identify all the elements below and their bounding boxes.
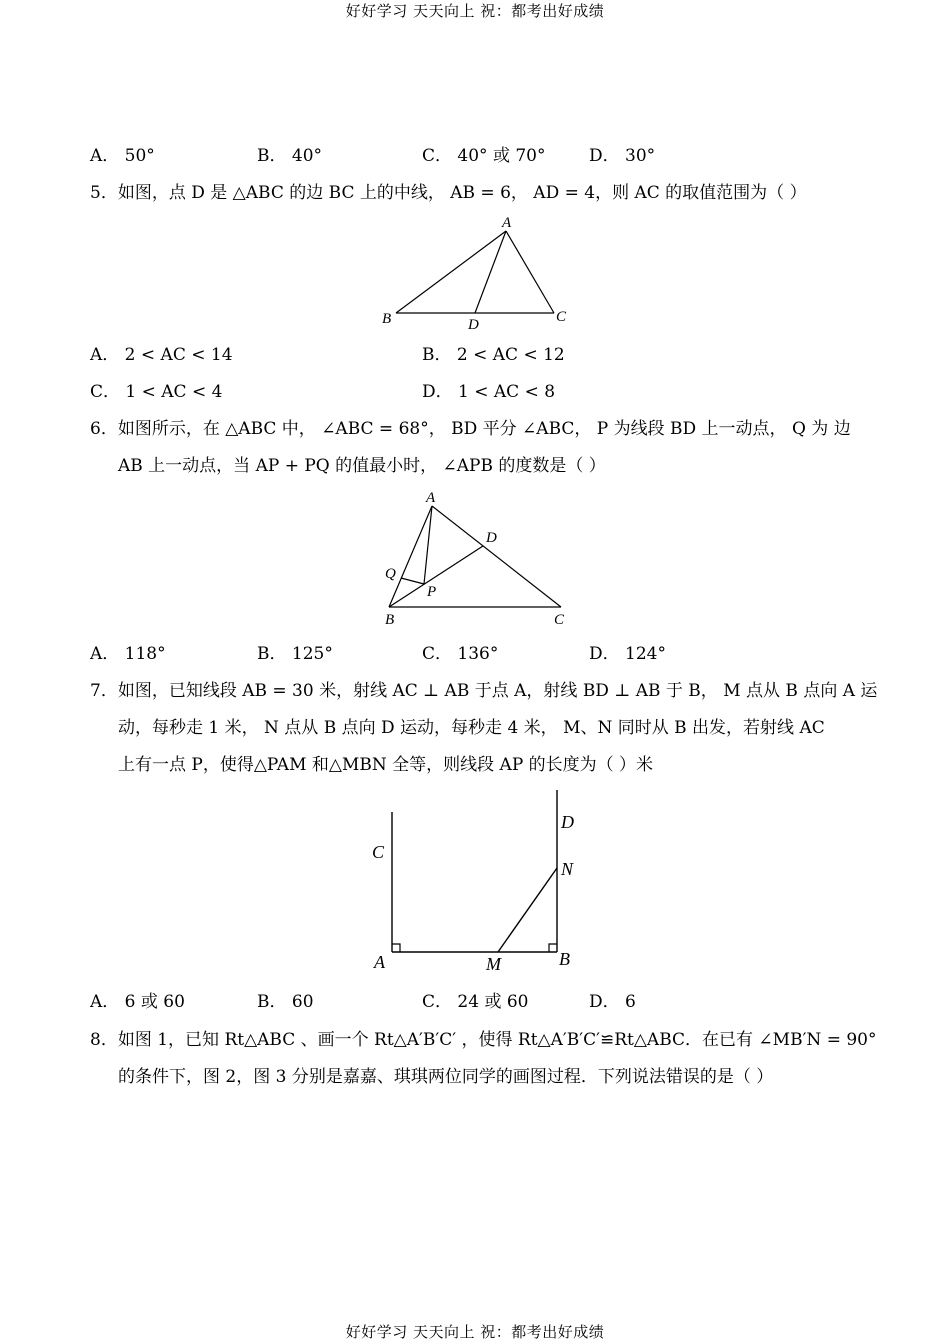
q5-label-b: B: [382, 311, 392, 327]
q7-label-a: A: [374, 952, 385, 972]
q6-label-b: B: [385, 612, 395, 628]
q7-option-b: B． 60: [257, 992, 314, 1012]
q5-option-d: D． 1 < AC < 8: [422, 382, 556, 402]
q6-stem-line2: AB 上一动点，当 AP + PQ 的值最小时， ∠APB 的度数是（ ）: [118, 456, 606, 476]
q5-figure: [370, 210, 590, 335]
q5-option-c: C． 1 < AC < 4: [90, 382, 223, 402]
q8-stem-line2: 的条件下，图 2，图 3 分别是嘉嘉、琪琪两位同学的画图过程．下列说法错误的是（ ）: [118, 1067, 774, 1087]
q7-option-d: D． 6: [589, 992, 636, 1012]
q5-label-c: C: [556, 309, 567, 325]
q7-figure: [360, 785, 600, 980]
q6-label-q: Q: [385, 566, 396, 582]
q7-label-b: B: [559, 949, 570, 969]
q6-option-a: A． 118°: [90, 644, 166, 664]
q4-option-c: C． 40° 或 70°: [422, 146, 546, 166]
q5-stem: 5．如图，点 D 是 △ABC 的边 BC 上的中线， AB = 6， AD = 4，则 AC 的取值范围为（ ）: [90, 183, 807, 203]
q6-option-d: D． 124°: [589, 644, 666, 664]
q7-stem-line2: 动，每秒走 1 米， N 点从 B 点向 D 运动，每秒走 4 米， M、N 同时从 B 出发，若射线 AC: [118, 718, 825, 738]
q7-stem-line1: 7．如图，已知线段 AB = 30 米，射线 AC ⊥ AB 于点 A，射线 BD ⊥ AB 于 B， M 点从 B 点向 A 运: [90, 681, 878, 701]
q6-label-p: P: [427, 584, 437, 600]
q7-option-a: A． 6 或 60: [90, 992, 185, 1012]
q7-label-d: D: [561, 812, 574, 832]
q5-label-a: A: [502, 215, 512, 231]
page-footer: 好好学习 天天向上 祝：都考出好成绩: [345, 1323, 605, 1341]
q5-option-b: B． 2 < AC < 12: [422, 345, 565, 365]
q7-option-c: C． 24 或 60: [422, 992, 529, 1012]
page-header: 好好学习 天天向上 祝：都考出好成绩: [345, 2, 605, 20]
q4-option-a: A． 50°: [90, 146, 155, 166]
q5-option-a: A． 2 < AC < 14: [90, 345, 233, 365]
q7-label-c: C: [372, 842, 385, 862]
q4-option-b: B． 40°: [257, 146, 323, 166]
q6-stem-line1: 6．如图所示，在 △ABC 中， ∠ABC = 68°， BD 平分 ∠ABC， P 为线段 BD 上一动点， Q 为 边: [90, 419, 851, 439]
q6-label-a: A: [426, 490, 436, 506]
q6-label-c: C: [554, 612, 565, 628]
q7-label-m: M: [486, 954, 501, 974]
q6-label-d: D: [486, 530, 497, 546]
q6-option-c: C． 136°: [422, 644, 499, 664]
q4-option-d: D． 30°: [589, 146, 656, 166]
q8-stem-line1: 8．如图 1，已知 Rt△ABC 、画一个 Rt△A′B′C′ ，使得 Rt△A′B′C′≌Rt△ABC．在已有 ∠MB′N = 90°: [90, 1030, 877, 1050]
q6-figure: [370, 485, 580, 630]
q5-label-d: D: [468, 317, 479, 333]
q7-label-n: N: [561, 859, 574, 879]
q6-option-b: B． 125°: [257, 644, 333, 664]
q7-stem-line3: 上有一点 P，使得△PAM 和△MBN 全等，则线段 AP 的长度为（ ）米: [118, 755, 654, 775]
